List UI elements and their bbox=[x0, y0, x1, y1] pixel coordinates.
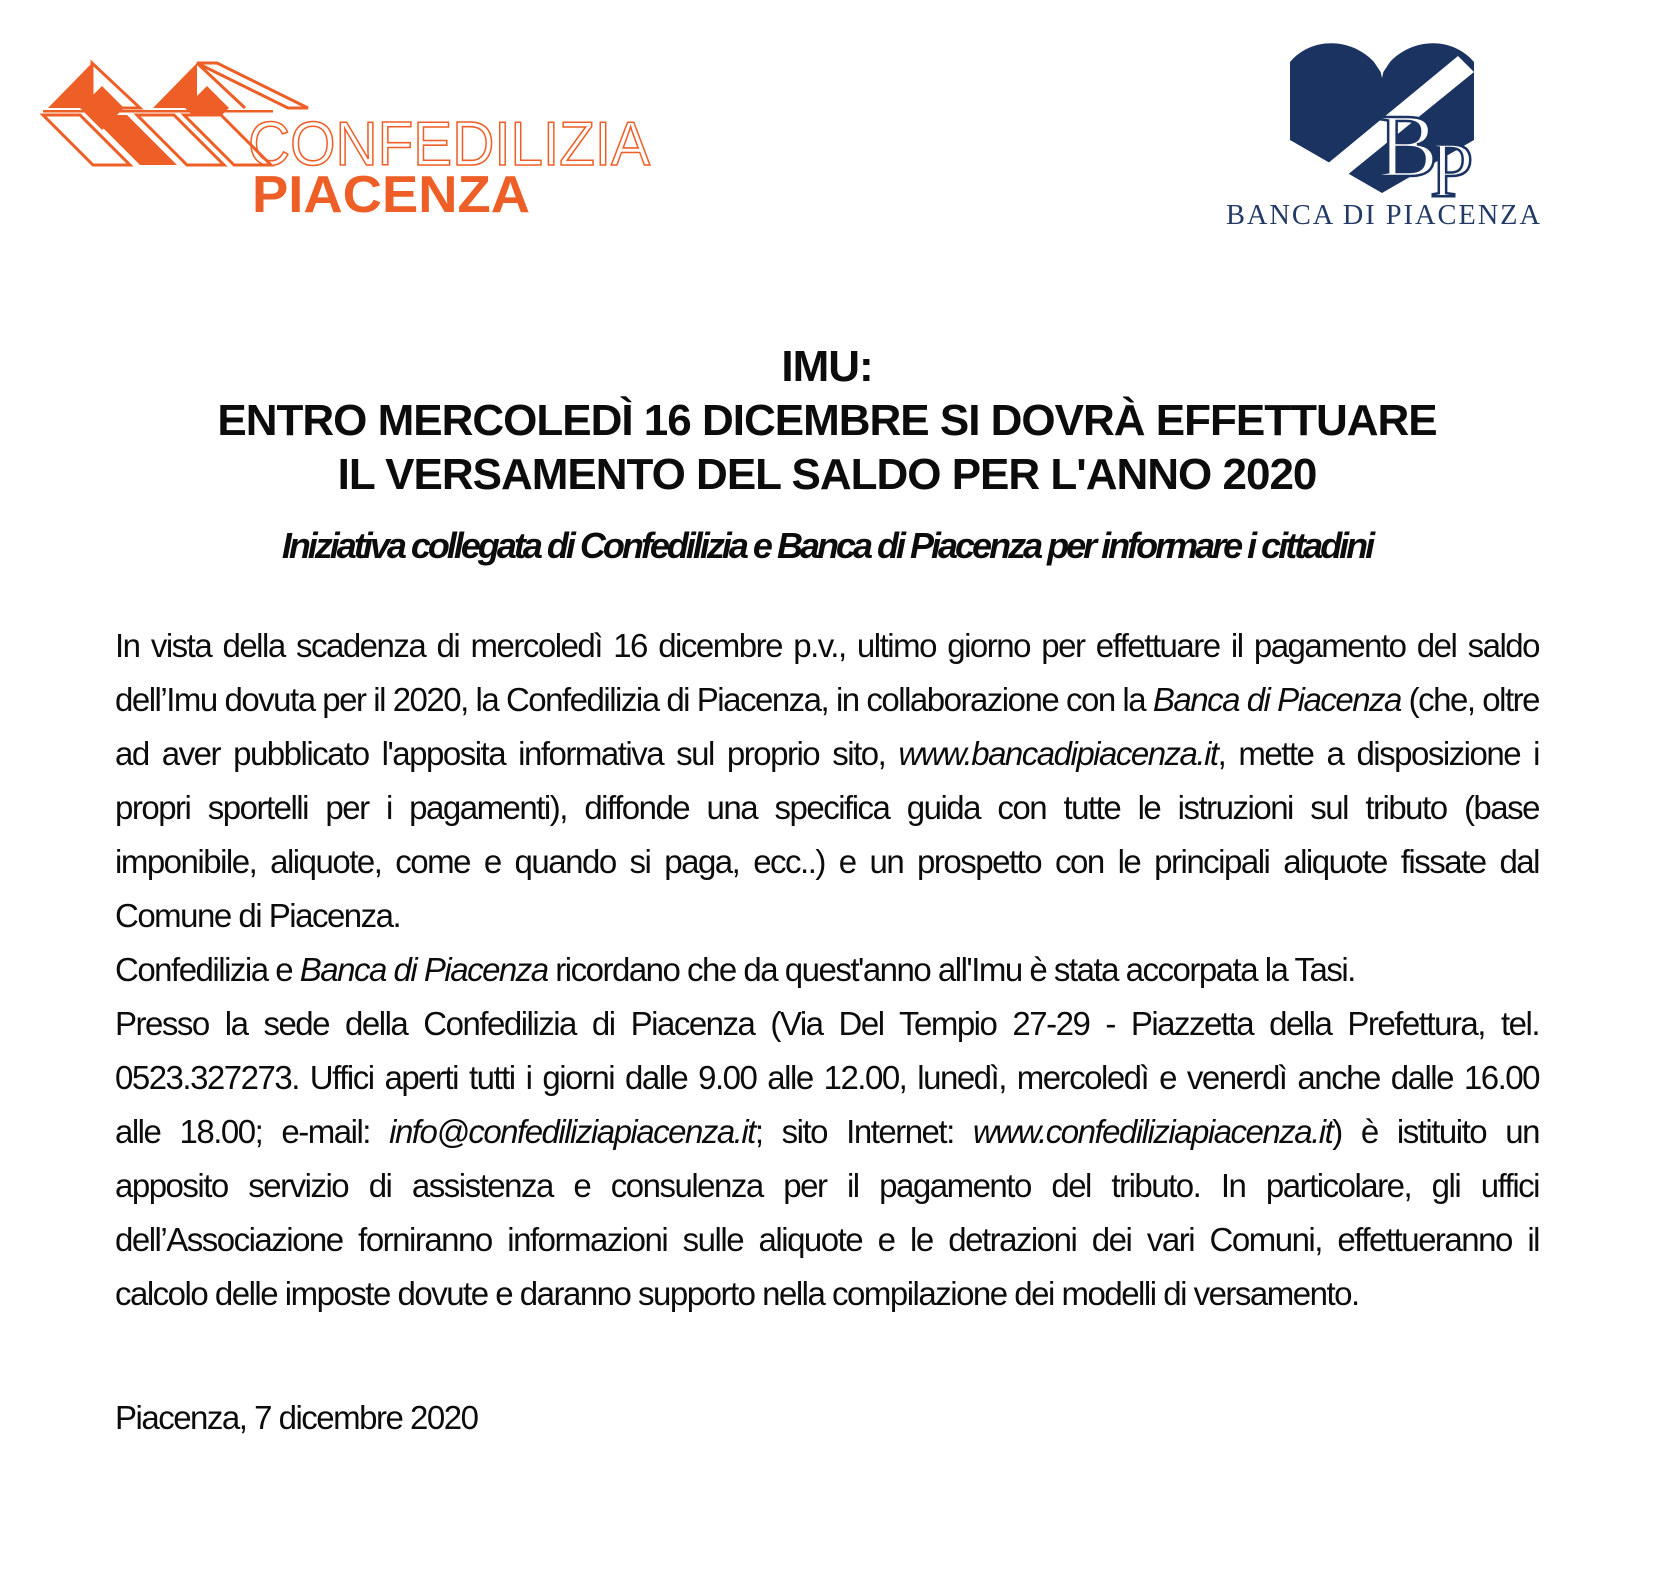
body-text: Confedilizia e bbox=[115, 951, 300, 988]
body-text: ) è istituito un apposito servizio di assistenza e consulenza per il pagamento del tributo. In particolare, gli uffici dell’Associazione forniranno informazioni sulle aliquote e le detrazioni dei vari Comuni, effettueranno il calcolo delle imposte dovute e daranno supporto nella compilazione dei modelli di versamento. bbox=[115, 1113, 1539, 1312]
body-paragraph bbox=[115, 619, 1539, 943]
document-subtitle: Iniziativa collegata di Confedilizia e Banca di Piacenza per informare i cittadini bbox=[281, 525, 1373, 566]
body-text: ; sito Internet: bbox=[754, 1113, 973, 1150]
document-body bbox=[115, 619, 1539, 1321]
body-text: , mette a disposizione i propri sportelli per i pagamenti), diffonde una specifica guida con tutte le istruzioni sul tributo (base imponibile, aliquote, come e quando si paga, ecc..) e un prospetto con le principali aliquote fissate dal Comune di Piacenza. bbox=[115, 735, 1539, 934]
title-line-3: IL VERSAMENTO DEL SALDO PER L'ANNO 2020 bbox=[337, 450, 1317, 499]
body-paragraph bbox=[115, 997, 1539, 1321]
body-text-italic: Banca di Piacenza bbox=[299, 951, 548, 988]
bp-monogram: B P bbox=[1378, 97, 1474, 213]
title-line-2: ENTRO MERCOLEDÌ 16 DICEMBRE SI DOVRÀ EFFETTUARE bbox=[217, 396, 1437, 445]
dateline: Piacenza, 7 dicembre 2020 bbox=[115, 1399, 478, 1436]
document-title bbox=[115, 340, 1539, 502]
body-text-italic: www.confediliziapiacenza.it bbox=[972, 1113, 1333, 1150]
body-text: ricordano che da quest'anno all'Imu è stata accorpata la Tasi. bbox=[547, 951, 1355, 988]
banca-caption-text: BANCA DI PIACENZA bbox=[1226, 199, 1542, 231]
body-text-italic: info@confediliziapiacenza.it bbox=[389, 1113, 755, 1150]
body-text: Presso la sede della Confedilizia di Piacenza (Via Del Tempio 27-29 - Piazzetta della Prefettura, tel. 0523.327273. Uffici aperti tutti i giorni dalle 9.00 alle 12.00, lunedì, mercoledì e venerdì anche dalle 16.00 alle 18.00; e-mail: bbox=[115, 1005, 1539, 1150]
document-content bbox=[115, 0, 1539, 1445]
body-paragraph bbox=[115, 943, 1539, 997]
title-line-1: IMU: bbox=[781, 342, 873, 391]
confedilizia-city-text: PIACENZA bbox=[252, 166, 530, 220]
body-text-italic: www.bancadipiacenza.it bbox=[898, 735, 1218, 772]
body-text: (che, oltre ad aver pubblicato l'apposita informativa sul proprio sito, bbox=[115, 681, 1539, 772]
confedilizia-brand-text: CONFEDILIZIA bbox=[248, 110, 651, 179]
body-text-italic: Banca di Piacenza bbox=[1152, 681, 1401, 718]
body-text: In vista della scadenza di mercoledì 16 dicembre p.v., ultimo giorno per effettuare il pagamento del saldo dell’Imu dovuta per il 2020, la Confedilizia di Piacenza, in collaborazione con la bbox=[115, 627, 1539, 718]
